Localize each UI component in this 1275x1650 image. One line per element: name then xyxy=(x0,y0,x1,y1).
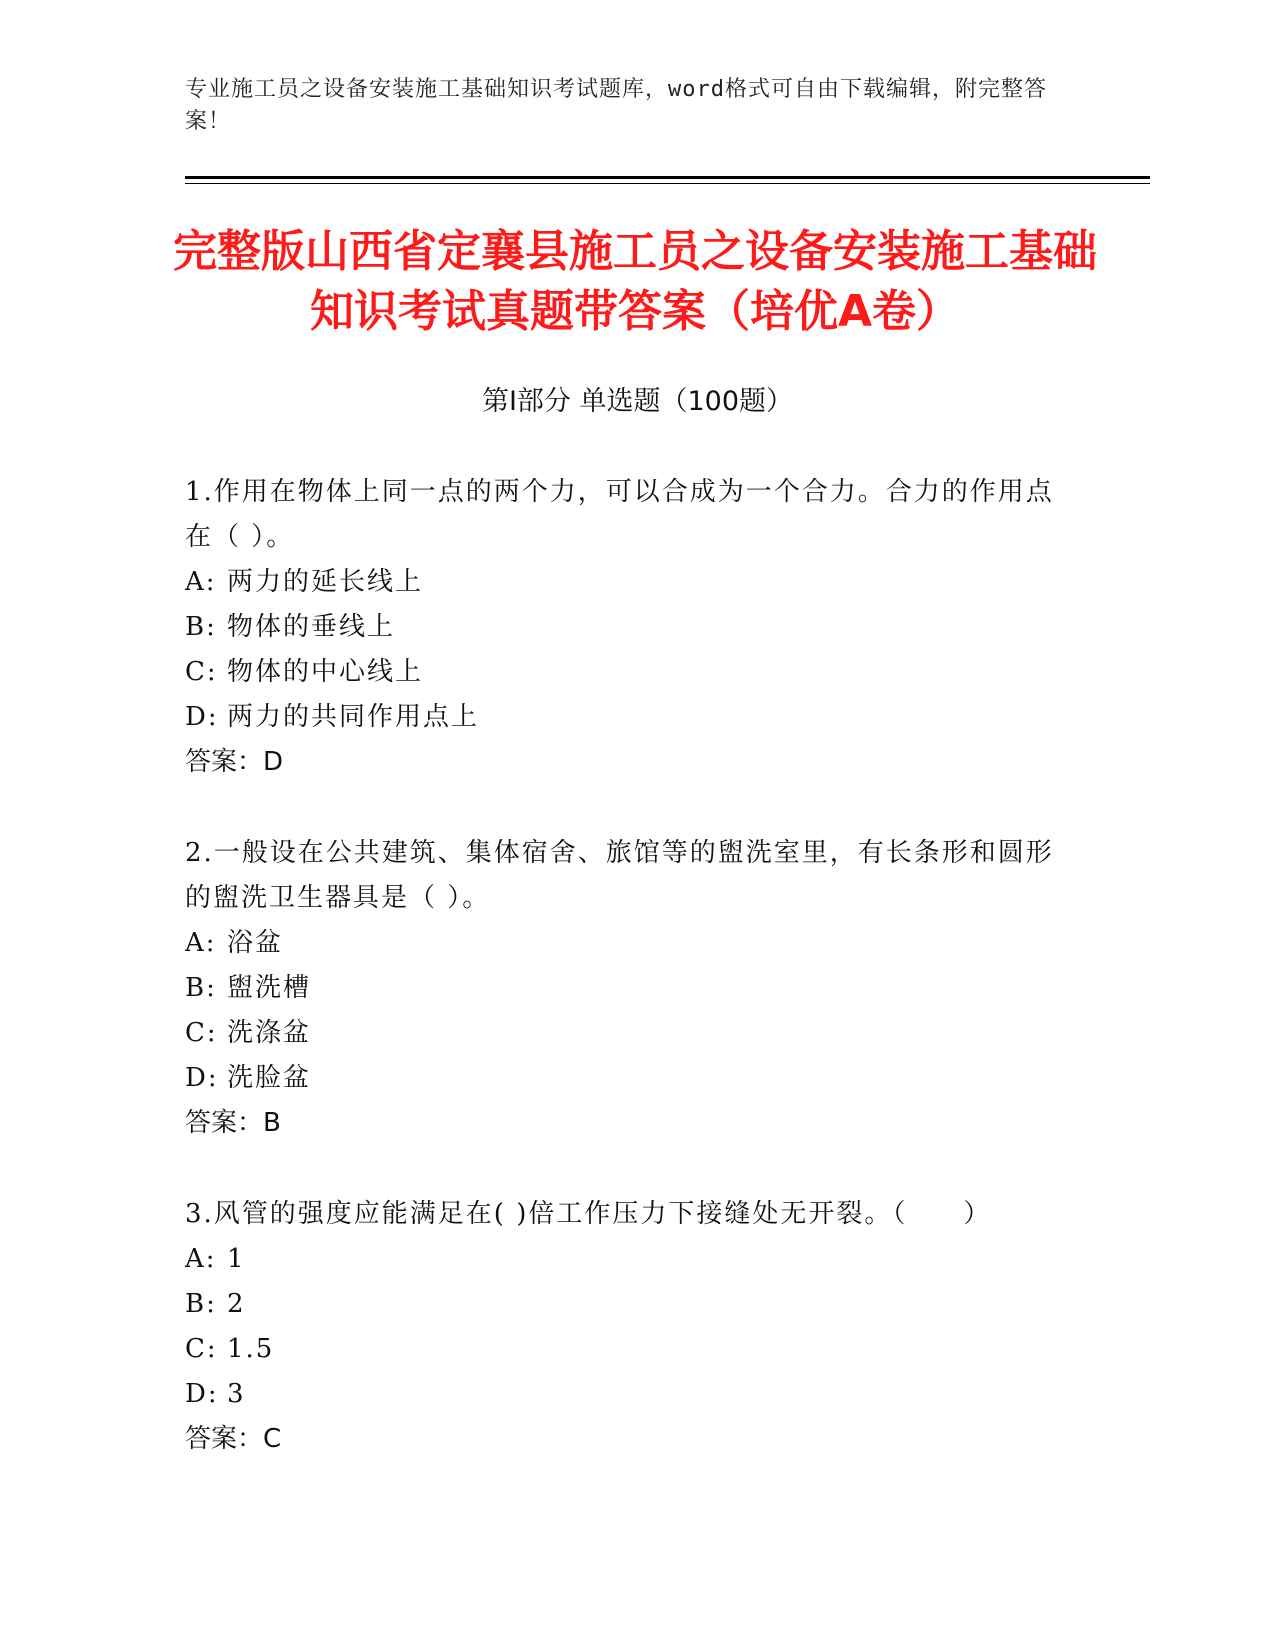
option-text: 1 xyxy=(227,1244,246,1274)
option-text: 两力的延长线上 xyxy=(227,567,424,597)
option-d xyxy=(185,1056,1065,1101)
option-a xyxy=(185,1237,1065,1282)
question-1 xyxy=(185,470,1065,785)
answer-line: 答案：B xyxy=(185,1108,281,1138)
option-text: 浴盆 xyxy=(227,928,284,958)
option-b xyxy=(185,605,1065,650)
header-rule-thin xyxy=(185,183,1150,184)
option-letter: D: xyxy=(185,1379,219,1409)
option-a xyxy=(185,560,1065,605)
option-b xyxy=(185,966,1065,1011)
option-letter: D: xyxy=(185,1063,219,1093)
option-letter: B: xyxy=(185,1289,217,1319)
question-stem: 3.风管的强度应能满足在( )倍工作压力下接缝处无开裂。（ ） xyxy=(185,1199,992,1229)
option-text: 1.5 xyxy=(227,1334,275,1364)
question-stem: 1.作用在物体上同一点的两个力，可以合成为一个合力。合力的作用点在（ ）。 xyxy=(185,477,1054,552)
option-text: 盥洗槽 xyxy=(227,973,312,1003)
question-2 xyxy=(185,831,1065,1146)
option-text: 洗脸盆 xyxy=(227,1063,312,1093)
section-heading: 第Ⅰ部分 单选题（100题） xyxy=(481,386,794,417)
option-letter: A: xyxy=(185,567,217,597)
option-letter: B: xyxy=(185,973,217,1003)
header-rule-thick xyxy=(185,176,1150,179)
option-text: 3 xyxy=(227,1379,246,1409)
option-d xyxy=(185,1372,1065,1417)
option-d xyxy=(185,695,1065,740)
option-a xyxy=(185,921,1065,966)
answer-line: 答案：C xyxy=(185,1424,282,1454)
question-list xyxy=(185,470,1065,1508)
document-title: 完整版山西省定襄县施工员之设备安装施工基础知识考试真题带答案（培优A卷） xyxy=(173,226,1097,337)
option-text: 两力的共同作用点上 xyxy=(227,702,480,732)
question-3 xyxy=(185,1192,1065,1462)
option-letter: A: xyxy=(185,1244,217,1274)
option-letter: A: xyxy=(185,928,217,958)
option-text: 物体的中心线上 xyxy=(227,657,424,687)
header-note: 专业施工员之设备安装施工基础知识考试题库，word格式可自由下载编辑，附完整答案！ xyxy=(185,77,1047,134)
question-stem: 2.一般设在公共建筑、集体宿舍、旅馆等的盥洗室里，有长条形和圆形的盥洗卫生器具是（ ）。 xyxy=(185,838,1054,913)
option-c xyxy=(185,1327,1065,1372)
answer-line: 答案：D xyxy=(185,747,284,777)
option-letter: D: xyxy=(185,702,219,732)
option-text: 物体的垂线上 xyxy=(227,612,396,642)
option-letter: B: xyxy=(185,612,217,642)
option-letter: C: xyxy=(185,657,218,687)
option-text: 洗涤盆 xyxy=(227,1018,312,1048)
option-letter: C: xyxy=(185,1018,218,1048)
option-b xyxy=(185,1282,1065,1327)
option-letter: C: xyxy=(185,1334,218,1364)
option-c xyxy=(185,650,1065,695)
option-text: 2 xyxy=(227,1289,246,1319)
option-c xyxy=(185,1011,1065,1056)
